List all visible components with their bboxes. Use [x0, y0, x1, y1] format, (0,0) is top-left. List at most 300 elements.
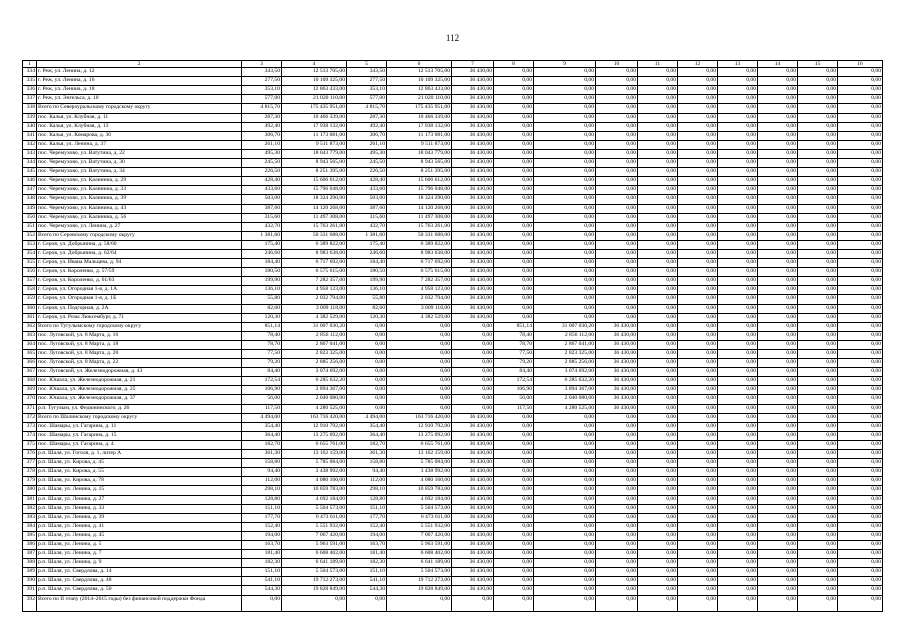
table-row [23, 350, 883, 359]
value-cell: 0,00 [494, 231, 534, 240]
address-cell: Всего по Шалинскому городскому округу [37, 413, 242, 422]
value-cell: 36 430,00 [452, 195, 494, 204]
value-cell: 6 285 632,20 [534, 377, 596, 386]
value-cell: 0,00 [638, 531, 678, 540]
value-cell: 5 785 084,00 [387, 459, 452, 468]
value-cell: 0,00 [494, 259, 534, 268]
row-number-cell: 383 [23, 513, 37, 522]
row-number-cell: 384 [23, 522, 37, 531]
value-cell: 0,00 [638, 249, 678, 258]
value-cell: 177,70 [242, 513, 282, 522]
value-cell: 50 331 688,00 [387, 231, 452, 240]
value-cell: 0,00 [798, 450, 838, 459]
value-cell: 0,00 [494, 422, 534, 431]
value-cell: 0,00 [494, 159, 534, 168]
value-cell: 0,00 [596, 104, 638, 113]
value-cell: 15 796 048,00 [282, 186, 347, 195]
value-cell: 36 430,00 [452, 277, 494, 286]
value-cell: 2 823 325,00 [534, 350, 596, 359]
address-cell: г. Реж, ул. Энгельса, д. 10 [37, 95, 242, 104]
value-cell: 0,00 [838, 513, 883, 522]
value-cell: 0,00 [596, 286, 638, 295]
address-cell: г. Серов, ул. Короленко, д. 57/59 [37, 268, 242, 277]
value-cell: 0,00 [596, 595, 638, 611]
value-cell: 0,00 [798, 440, 838, 449]
value-cell: 0,00 [678, 450, 718, 459]
value-cell: 0,00 [798, 77, 838, 86]
value-cell: 0,00 [838, 568, 883, 577]
value-cell: 136,10 [347, 286, 387, 295]
value-cell: 0,00 [758, 86, 798, 95]
value-cell: 0,00 [638, 350, 678, 359]
value-cell: 36 430,00 [452, 186, 494, 195]
address-cell: р.п. Шаля, ул. Ленина, д. 27 [37, 495, 242, 504]
value-cell: 0,00 [758, 413, 798, 422]
value-cell: 0,00 [798, 331, 838, 340]
value-cell: 36 430,00 [452, 513, 494, 522]
value-cell: 0,00 [494, 222, 534, 231]
value-cell: 0,00 [494, 195, 534, 204]
value-cell: 261,10 [347, 140, 387, 149]
value-cell: 0,00 [494, 595, 534, 611]
address-cell: р.п. Шаля, ул. Ленина, д. 5 [37, 540, 242, 549]
table-row [23, 440, 883, 449]
value-cell: 0,00 [534, 159, 596, 168]
value-cell: 541,10 [242, 577, 282, 586]
value-cell: 4 958 123,00 [282, 286, 347, 295]
value-cell: 106,90 [494, 386, 534, 395]
value-cell: 0,00 [798, 404, 838, 413]
value-cell: 0,00 [678, 68, 718, 77]
table-row [23, 131, 883, 140]
value-cell: 0,00 [494, 486, 534, 495]
value-cell: 0,00 [798, 322, 838, 331]
value-cell: 0,00 [534, 204, 596, 213]
value-cell: 10 466 339,00 [282, 113, 347, 122]
value-cell: 0,00 [718, 495, 758, 504]
value-cell: 0,00 [678, 113, 718, 122]
value-cell: 0,00 [678, 395, 718, 404]
value-cell: 364,40 [347, 431, 387, 440]
value-cell: 0,00 [534, 313, 596, 322]
value-cell: 3 009 118,00 [282, 304, 347, 313]
value-cell: 0,00 [638, 68, 678, 77]
value-cell: 0,00 [798, 186, 838, 195]
column-header: 9 [534, 61, 596, 68]
value-cell: 0,00 [838, 440, 883, 449]
value-cell: 0,00 [838, 322, 883, 331]
value-cell: 172,54 [242, 377, 282, 386]
value-cell: 0,00 [798, 422, 838, 431]
table-row [23, 304, 883, 313]
value-cell: 17 938 132,00 [282, 122, 347, 131]
value-cell: 306,70 [242, 131, 282, 140]
value-cell: 117,50 [494, 404, 534, 413]
value-cell: 0,00 [534, 559, 596, 568]
value-cell: 0,00 [838, 377, 883, 386]
address-cell: пос. Черемухово, ул. Ватутина, д. 34 [37, 168, 242, 177]
value-cell: 6 473 611,00 [282, 513, 347, 522]
row-number-cell: 386 [23, 540, 37, 549]
row-number-cell: 349 [23, 204, 37, 213]
value-cell: 163,70 [347, 540, 387, 549]
value-cell: 0,00 [494, 477, 534, 486]
value-cell: 0,00 [798, 286, 838, 295]
value-cell: 2 032 794,00 [387, 295, 452, 304]
value-cell: 0,00 [534, 477, 596, 486]
value-cell: 175,40 [347, 240, 387, 249]
address-cell: пос. Шамары, ул. Гагарина, д. 15 [37, 431, 242, 440]
address-cell: Всего по Североуральскому городскому округу [37, 104, 242, 113]
address-cell: г. Серов, ул. Подгорная, д. 2А [37, 304, 242, 313]
address-cell: пос. Юшала, ул. Железнодорожная, д. 37 [37, 395, 242, 404]
value-cell: 0,00 [596, 431, 638, 440]
value-cell: 36 430,00 [596, 350, 638, 359]
value-cell: 0,00 [638, 240, 678, 249]
value-cell: 0,00 [638, 540, 678, 549]
value-cell: 298,10 [242, 486, 282, 495]
value-cell: 0,00 [678, 231, 718, 240]
value-cell: 184,40 [242, 259, 282, 268]
value-cell: 36 430,00 [452, 159, 494, 168]
value-cell: 36 430,00 [452, 77, 494, 86]
value-cell: 0,00 [596, 486, 638, 495]
value-cell: 0,00 [638, 513, 678, 522]
value-cell: 0,00 [638, 440, 678, 449]
value-cell: 361,30 [347, 450, 387, 459]
value-cell: 0,00 [534, 86, 596, 95]
value-cell: 13 275 092,00 [282, 431, 347, 440]
row-number-cell: 364 [23, 340, 37, 349]
value-cell: 0,00 [718, 222, 758, 231]
value-cell: 0,00 [798, 559, 838, 568]
value-cell: 0,00 [758, 231, 798, 240]
value-cell: 0,00 [718, 277, 758, 286]
address-cell: Всего по Серовскому городскому округу [37, 231, 242, 240]
value-cell: 0,00 [838, 240, 883, 249]
value-cell: 495,30 [347, 149, 387, 158]
table-row [23, 259, 883, 268]
row-number-cell: 335 [23, 77, 37, 86]
value-cell: 0,00 [387, 386, 452, 395]
value-cell: 0,00 [758, 240, 798, 249]
value-cell: 0,00 [534, 77, 596, 86]
value-cell: 0,00 [387, 359, 452, 368]
address-cell: р.п. Шаля, ул. Ленина, д. 15 [37, 486, 242, 495]
row-number-cell: 348 [23, 195, 37, 204]
value-cell: 0,00 [838, 222, 883, 231]
table-body [23, 68, 883, 611]
value-cell: 0,00 [838, 404, 883, 413]
value-cell: 36 430,00 [452, 113, 494, 122]
value-cell: 36 430,00 [452, 95, 494, 104]
value-cell: 0,00 [596, 195, 638, 204]
address-cell: пос. Черемухово, ул. Калинина, д. 43 [37, 204, 242, 213]
value-cell: 0,00 [534, 568, 596, 577]
value-cell: 0,00 [758, 368, 798, 377]
address-cell: р.п. Тугулым, ул. Федюнинского, д. 26 [37, 404, 242, 413]
value-cell: 194,00 [242, 531, 282, 540]
value-cell: 5 963 591,00 [387, 540, 452, 549]
column-header: 11 [638, 61, 678, 68]
value-cell: 503,00 [242, 195, 282, 204]
address-cell: пос. Шамары, ул. Гагарина, д. 11 [37, 422, 242, 431]
value-cell: 0,00 [638, 486, 678, 495]
value-cell: 0,00 [718, 122, 758, 131]
value-cell: 0,00 [534, 431, 596, 440]
table-row [23, 595, 883, 611]
value-cell: 36 430,00 [452, 540, 494, 549]
value-cell: 0,00 [838, 486, 883, 495]
value-cell: 36 430,00 [452, 104, 494, 113]
value-cell: 0,00 [387, 350, 452, 359]
value-cell: 0,00 [347, 395, 387, 404]
value-cell: 0,00 [534, 249, 596, 258]
row-number-cell: 358 [23, 286, 37, 295]
value-cell: 15 796 048,00 [387, 186, 452, 195]
address-cell: пос. Черемухово, ул. Ватутина, д. 30 [37, 159, 242, 168]
table-row [23, 268, 883, 277]
row-number-cell: 334 [23, 68, 37, 77]
value-cell: 4 494,00 [242, 413, 282, 422]
value-cell: 0,00 [718, 386, 758, 395]
value-cell: 0,00 [494, 213, 534, 222]
value-cell: 0,00 [638, 340, 678, 349]
value-cell: 0,00 [838, 131, 883, 140]
value-cell: 36 430,00 [452, 204, 494, 213]
value-cell: 0,00 [718, 149, 758, 158]
value-cell: 0,00 [718, 77, 758, 86]
value-cell: 0,00 [638, 322, 678, 331]
value-cell: 36 430,00 [596, 368, 638, 377]
row-number-cell: 344 [23, 159, 37, 168]
value-cell: 0,00 [534, 168, 596, 177]
value-cell: 0,00 [798, 386, 838, 395]
value-cell: 0,00 [596, 122, 638, 131]
address-cell: пос. Черемухово, ул. Калинина, д. 56 [37, 213, 242, 222]
value-cell: 11 497 308,00 [282, 213, 347, 222]
value-cell: 0,00 [596, 313, 638, 322]
value-cell: 94,40 [242, 468, 282, 477]
value-cell: 3 438 992,00 [387, 468, 452, 477]
value-cell: 0,00 [678, 240, 718, 249]
value-cell: 0,00 [678, 277, 718, 286]
value-cell: 0,00 [534, 495, 596, 504]
value-cell: 0,00 [798, 522, 838, 531]
value-cell: 0,00 [718, 340, 758, 349]
value-cell: 6 655 761,00 [282, 440, 347, 449]
value-cell: 0,00 [638, 231, 678, 240]
value-cell: 6 389 822,00 [387, 240, 452, 249]
table-row [23, 68, 883, 77]
value-cell: 0,00 [494, 149, 534, 158]
table-row [23, 468, 883, 477]
row-number-cell: 365 [23, 350, 37, 359]
value-cell: 0,00 [452, 350, 494, 359]
value-cell: 0,00 [838, 295, 883, 304]
value-cell: 0,00 [718, 213, 758, 222]
value-cell: 0,00 [718, 259, 758, 268]
address-cell: пос. Шамары, ул. Гагарина, д. 4 [37, 440, 242, 449]
value-cell: 0,00 [838, 504, 883, 513]
value-cell: 0,00 [638, 140, 678, 149]
value-cell: 2 885 256,00 [282, 359, 347, 368]
value-cell: 0,00 [387, 331, 452, 340]
value-cell: 0,00 [758, 386, 798, 395]
value-cell: 0,00 [758, 222, 798, 231]
value-cell: 0,00 [678, 77, 718, 86]
value-cell: 0,00 [596, 268, 638, 277]
value-cell: 36 430,00 [452, 531, 494, 540]
value-cell: 0,00 [758, 195, 798, 204]
value-cell: 0,00 [838, 122, 883, 131]
value-cell: 5 963 591,00 [282, 540, 347, 549]
value-cell: 343,50 [242, 68, 282, 77]
address-cell: г. Реж, ул. Ленина, д. 12 [37, 68, 242, 77]
row-number-cell: 341 [23, 131, 37, 140]
value-cell: 0,00 [718, 540, 758, 549]
value-cell: 0,00 [718, 286, 758, 295]
value-cell: 0,00 [678, 531, 718, 540]
value-cell: 0,00 [596, 586, 638, 595]
row-number-cell: 340 [23, 122, 37, 131]
value-cell: 0,00 [718, 322, 758, 331]
table-row [23, 386, 883, 395]
address-cell: пос. Луговской, ул. 8 Марта, д. 18 [37, 340, 242, 349]
table-row [23, 295, 883, 304]
value-cell: 0,00 [718, 368, 758, 377]
table-row [23, 395, 883, 404]
row-number-cell: 375 [23, 440, 37, 449]
value-cell: 0,00 [638, 195, 678, 204]
value-cell: 0,00 [798, 68, 838, 77]
value-cell: 0,00 [798, 531, 838, 540]
value-cell: 0,00 [494, 113, 534, 122]
value-cell: 0,00 [718, 413, 758, 422]
value-cell: 0,00 [678, 513, 718, 522]
value-cell: 0,00 [494, 550, 534, 559]
value-cell: 245,50 [242, 159, 282, 168]
value-cell: 0,00 [596, 295, 638, 304]
value-cell: 0,00 [596, 113, 638, 122]
value-cell: 8 251 395,00 [282, 168, 347, 177]
value-cell: 82,60 [347, 304, 387, 313]
value-cell: 0,00 [494, 131, 534, 140]
value-cell: 0,00 [678, 95, 718, 104]
address-cell: г. Серов, ул. Добрынина, д. 62/64 [37, 249, 242, 258]
value-cell: 0,00 [638, 95, 678, 104]
value-cell: 0,00 [678, 149, 718, 158]
value-cell: 428,40 [347, 177, 387, 186]
value-cell: 0,00 [534, 522, 596, 531]
value-cell: 0,00 [798, 249, 838, 258]
value-cell: 0,00 [758, 131, 798, 140]
table-row [23, 522, 883, 531]
value-cell: 177,70 [347, 513, 387, 522]
value-cell: 0,00 [718, 359, 758, 368]
value-cell: 36 430,00 [452, 68, 494, 77]
row-number-cell: 350 [23, 213, 37, 222]
value-cell: 0,00 [838, 104, 883, 113]
value-cell: 0,00 [638, 377, 678, 386]
value-cell: 364,40 [242, 431, 282, 440]
value-cell: 0,00 [596, 513, 638, 522]
value-cell: 0,00 [798, 413, 838, 422]
value-cell: 0,00 [758, 177, 798, 186]
value-cell: 0,00 [534, 586, 596, 595]
value-cell: 0,00 [718, 404, 758, 413]
value-cell: 0,00 [638, 577, 678, 586]
row-number-cell: 342 [23, 140, 37, 149]
value-cell: 13 275 092,00 [387, 431, 452, 440]
value-cell: 0,00 [638, 313, 678, 322]
value-cell: 0,00 [758, 504, 798, 513]
row-number-cell: 391 [23, 586, 37, 595]
value-cell: 0,00 [838, 550, 883, 559]
value-cell: 136,10 [242, 286, 282, 295]
row-number-cell: 352 [23, 231, 37, 240]
value-cell: 0,00 [678, 222, 718, 231]
row-number-cell: 390 [23, 577, 37, 586]
value-cell: 128,80 [347, 495, 387, 504]
value-cell: 0,00 [534, 95, 596, 104]
address-cell: г. Серов, ул. Огородная 1-я, д. 1А [37, 286, 242, 295]
value-cell: 78,70 [494, 340, 534, 349]
table-row [23, 368, 883, 377]
value-cell: 0,00 [718, 586, 758, 595]
value-cell: 82,60 [242, 304, 282, 313]
table-row [23, 568, 883, 577]
value-cell: 0,00 [798, 350, 838, 359]
value-cell: 0,00 [638, 304, 678, 313]
value-cell: 0,00 [758, 359, 798, 368]
value-cell: 0,00 [242, 595, 282, 611]
value-cell: 4 815,70 [347, 104, 387, 113]
value-cell: 0,00 [838, 231, 883, 240]
value-cell: 0,00 [494, 204, 534, 213]
value-cell: 0,00 [758, 77, 798, 86]
value-cell: 0,00 [678, 431, 718, 440]
row-number-cell: 337 [23, 95, 37, 104]
value-cell: 36 430,00 [452, 259, 494, 268]
address-cell: пос. Луговской, ул. Железнодорожная, д. 43 [37, 368, 242, 377]
value-cell: 15 763 261,00 [282, 222, 347, 231]
value-cell: 0,00 [638, 159, 678, 168]
value-cell: 0,00 [678, 331, 718, 340]
value-cell: 55,80 [242, 295, 282, 304]
value-cell: 55,80 [347, 295, 387, 304]
value-cell: 94,40 [347, 468, 387, 477]
row-number-cell: 376 [23, 450, 37, 459]
value-cell: 0,00 [798, 486, 838, 495]
value-cell: 0,00 [638, 277, 678, 286]
value-cell: 0,00 [638, 168, 678, 177]
row-number-cell: 385 [23, 531, 37, 540]
value-cell: 0,00 [534, 195, 596, 204]
value-cell: 36 430,00 [452, 477, 494, 486]
row-number-cell: 371 [23, 404, 37, 413]
value-cell: 36 430,00 [452, 431, 494, 440]
row-number-cell: 356 [23, 268, 37, 277]
value-cell: 0,00 [638, 586, 678, 595]
value-cell: 0,00 [838, 422, 883, 431]
value-cell: 8 983 638,00 [387, 249, 452, 258]
value-cell: 0,00 [494, 568, 534, 577]
value-cell: 0,00 [452, 377, 494, 386]
value-cell: 1 381,60 [347, 231, 387, 240]
value-cell: 0,00 [534, 486, 596, 495]
value-cell: 0,00 [347, 331, 387, 340]
